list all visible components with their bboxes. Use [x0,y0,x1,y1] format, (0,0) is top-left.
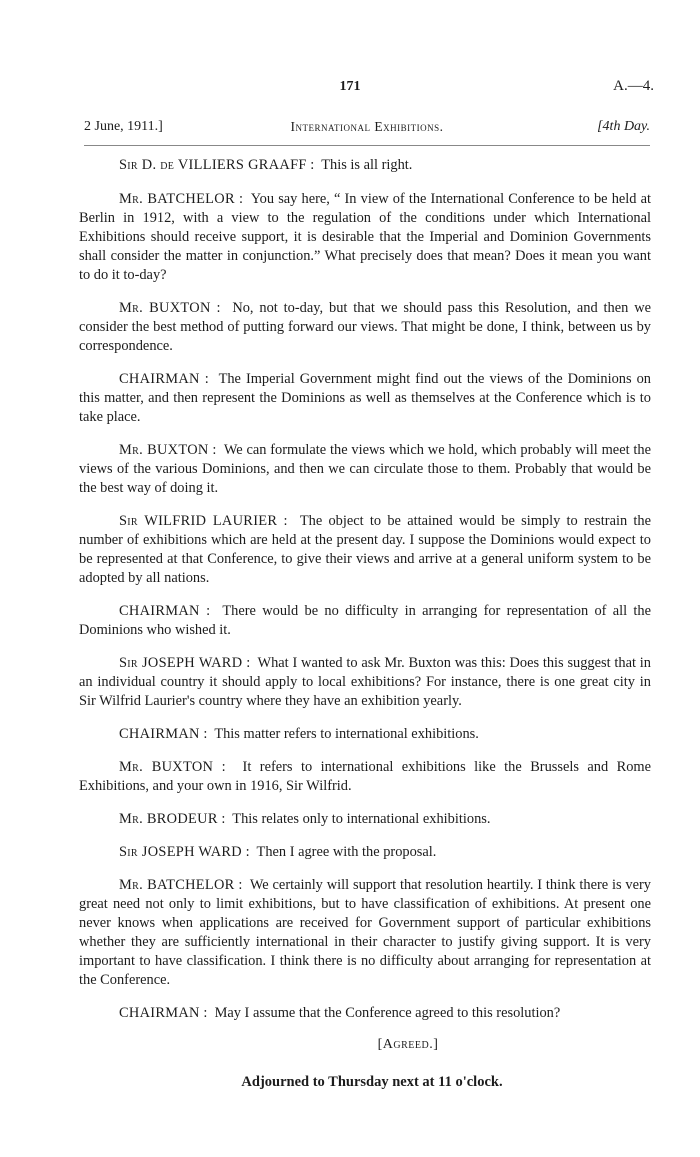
speaker-separator: : [283,513,288,529]
paragraph [79,299,651,356]
paragraph [79,441,651,498]
paragraph [79,156,651,175]
paragraph [79,370,651,427]
paragraph [79,512,651,588]
paragraph-text: We certainly will support that resolution heartily. I think there is very great need not only to limit exhibitions, but to have classification of exhibitions. At present one never knows when applications are received for Government support of particular exhibitions whether they are sufficiently international in their character to justify giving support. It is very important to have classification. I think there is no difficulty about arranging for representation at the Conference. [79,877,652,988]
running-title: International Exhibitions. [290,119,444,134]
speaker-name: CHAIRMAN [119,603,200,619]
paragraph-text: It refers to international exhibitions like the Brussels and Rome Exhibitions, and your own in 1916, Sir Wilfrid. [79,759,652,794]
speaker-separator: : [216,300,221,316]
paragraph [79,654,651,711]
paragraph [79,810,651,829]
speaker-separator: : [221,759,226,775]
speaker-name: Mr. BRODEUR [119,811,218,827]
paragraph [79,190,651,285]
speaker-name: Mr. BUXTON [119,300,211,316]
header-rule [84,145,650,146]
paragraph-text: There would be no difficulty in arranging for representation of all the Dominions who wished it. [79,603,651,638]
speaker-separator: : [206,603,211,619]
speaker-separator: : [238,191,243,207]
paragraph [79,725,651,744]
speaker-name: CHAIRMAN [119,1005,200,1021]
paragraph [79,876,651,990]
speaker-name: Sir JOSEPH WARD [119,655,243,671]
paragraph [79,758,651,796]
speaker-name: Mr. BATCHELOR [119,877,235,893]
speaker-separator: : [238,877,243,893]
speaker-name: Sir JOSEPH WARD [119,844,242,860]
speaker-name: Sir WILFRID LAURIER [119,513,278,529]
paragraph-text: The Imperial Government might find out the views of the Dominions on this matter, and then represent the Dominions as well as themselves at the Conference which is to take place. [79,371,651,425]
paragraph-text: The object to be attained would be simply to restrain the number of exhibitions which are held at the present day. I suppose the Dominions would expect to be represented at that Conference, to give their views and arrive at a general uniform system to be adopted by all nations. [79,513,651,586]
paragraph-text: Then I agree with the proposal. [256,844,437,860]
running-head [84,119,650,141]
speaker-name: Mr. BUXTON [119,442,209,458]
minutes-body [79,156,651,1091]
page-number: 171 [339,79,361,94]
speaker-separator: : [212,442,217,458]
paragraph-text: May I assume that the Conference agreed to this resolution? [214,1005,561,1021]
paragraph-text: We can formulate the views which we hold, which probably will meet the views of the various Dominions, and then we can circulate those to them. Probably that would be the best way of doing it. [79,442,651,496]
paragraph-text: What I wanted to ask Mr. Buxton was this: Does this suggest that in an individual country it should apply to local exhibitions? For instance, there is one great city in Sir Wilfrid Laurier's country where they have an exhibition yearly. [79,655,651,709]
speaker-separator: : [245,844,250,860]
speaker-name: CHAIRMAN [119,371,200,387]
speaker-separator: : [204,371,209,387]
speaker-name: Sir D. de VILLIERS GRAAFF [119,157,307,173]
header-day: [4th Day. [597,119,650,134]
header-date: 2 June, 1911.] [84,119,163,134]
speaker-separator: : [246,655,251,671]
paragraph-text: This relates only to international exhibitions. [232,811,491,827]
paragraph [79,843,651,862]
adjournment-note: Adjourned to Thursday next at 11 o'clock. [241,1074,503,1090]
paragraph-text: You say here, “ In view of the International Conference to be held at Berlin in 1912, with a view to the regulation of the conditions under which International Exhibitions should receive support, it is desirable that the Imperial and Dominion Governments shall consider the matter in conjunction.” What precisely does that mean? Does it mean you want to do it to-day? [79,191,651,283]
paragraph-text: This matter refers to international exhibitions. [214,726,479,742]
speaker-name: CHAIRMAN [119,726,200,742]
paragraph [79,602,651,640]
speaker-separator: : [203,726,208,742]
paragraph-text: No, not to-day, but that we should pass this Resolution, and then we consider the best method of putting forward our views. That might be done, I think, between us by correspondence. [79,300,651,354]
agreed-note: [Agreed.] [377,1037,439,1052]
speaker-separator: : [221,811,226,827]
speaker-separator: : [203,1005,208,1021]
sessional-paper-ref: A.—4. [613,78,654,94]
speaker-name: Mr. BUXTON [119,759,214,775]
paragraph [79,1004,651,1023]
paragraph-text: This is all right. [321,157,413,173]
speaker-separator: : [310,157,315,173]
speaker-name: Mr. BATCHELOR [119,191,235,207]
